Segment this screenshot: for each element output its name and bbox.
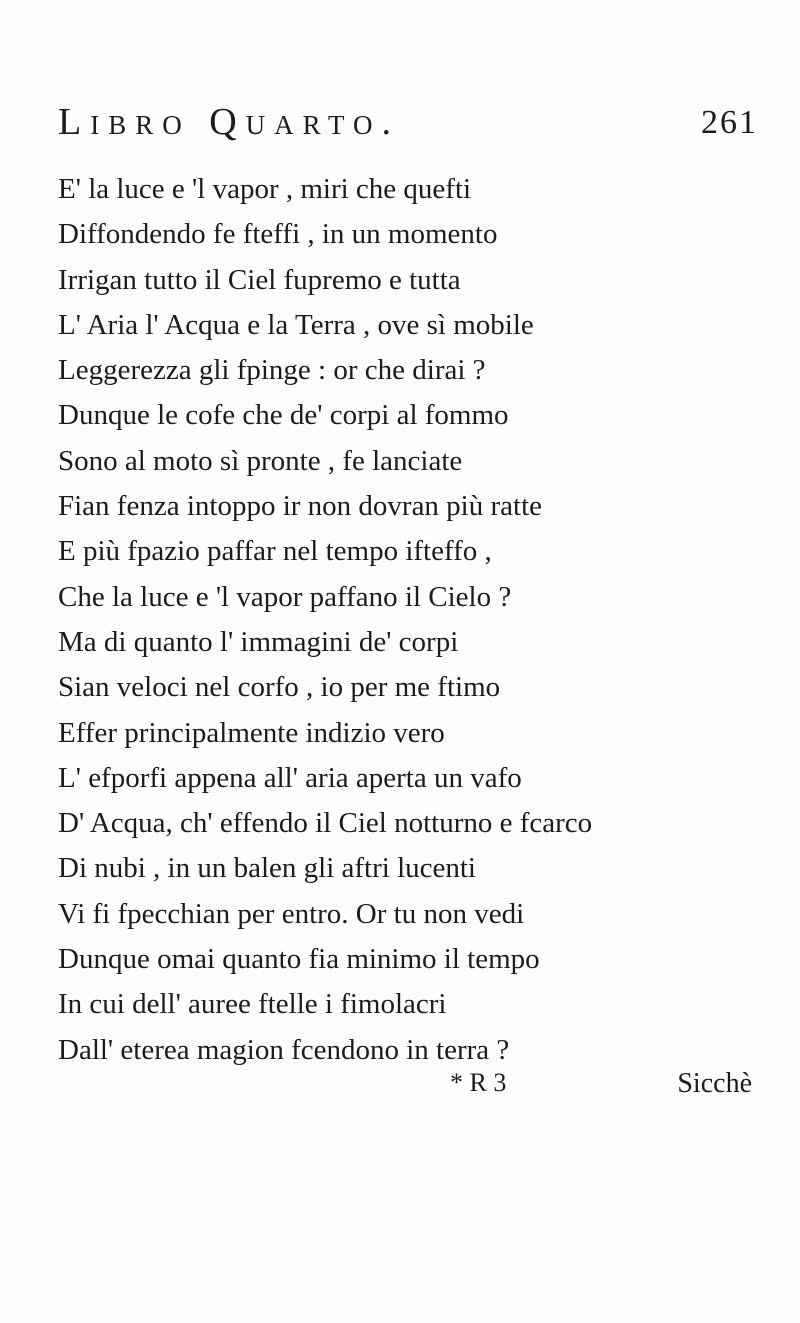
verse-line: Dunque le cofe che de' corpi al fommo: [58, 399, 509, 432]
verse-line: In cui dell' auree ftelle i fimolacri: [58, 988, 447, 1021]
page-number: 261: [701, 104, 758, 141]
verse-line: Irrigan tutto il Ciel fupremo e tutta: [58, 263, 461, 296]
poem-text: [58, 167, 758, 1073]
verse-line: E più fpazio paffar nel tempo ifteffo ,: [58, 535, 492, 568]
running-head: Libro Quarto.: [58, 101, 401, 143]
verse-line: Fian fenza intoppo ir non dovran più ratte: [58, 490, 543, 523]
verse-line: Ma di quanto l' immagini de' corpi: [58, 625, 459, 658]
verse-line: Che la luce e 'l vapor paffano il Cielo ?: [58, 580, 512, 613]
verse-line: L' efporfi appena all' aria aperta un vafo: [58, 761, 522, 794]
verse-line: E' la luce e 'l vapor , miri che quefti: [58, 173, 472, 205]
verse-line: Sono al moto sì pronte , fe lanciate: [58, 444, 463, 477]
verse-line: Dunque omai quanto fia minimo il tempo: [58, 943, 540, 976]
verse-line: Sian veloci nel corfo , io per me ftimo: [58, 671, 501, 704]
verse-line: Diffondendo fe fteffi , in un momento: [58, 218, 498, 251]
page-header: [58, 100, 758, 150]
verse-line: Vi fi fpecchian per entro. Or tu non vedi: [58, 897, 525, 930]
verse-line: D' Acqua, ch' effendo il Ciel notturno e fcarco: [58, 807, 593, 840]
signature-mark: * R 3: [450, 1068, 507, 1097]
verse-line: L' Aria l' Acqua e la Terra , ove sì mobile: [58, 308, 534, 341]
page-footer: [58, 1068, 758, 1108]
catchword: Sicchè: [677, 1068, 752, 1099]
verse-line: Leggerezza gli fpinge : or che dirai ?: [58, 354, 486, 387]
verse-line: Di nubi , in un balen gli aftri lucenti: [58, 852, 476, 885]
verse-line: Dall' eterea magion fcendono in terra ?: [58, 1033, 510, 1066]
verse-line: Effer principalmente indizio vero: [58, 716, 445, 749]
